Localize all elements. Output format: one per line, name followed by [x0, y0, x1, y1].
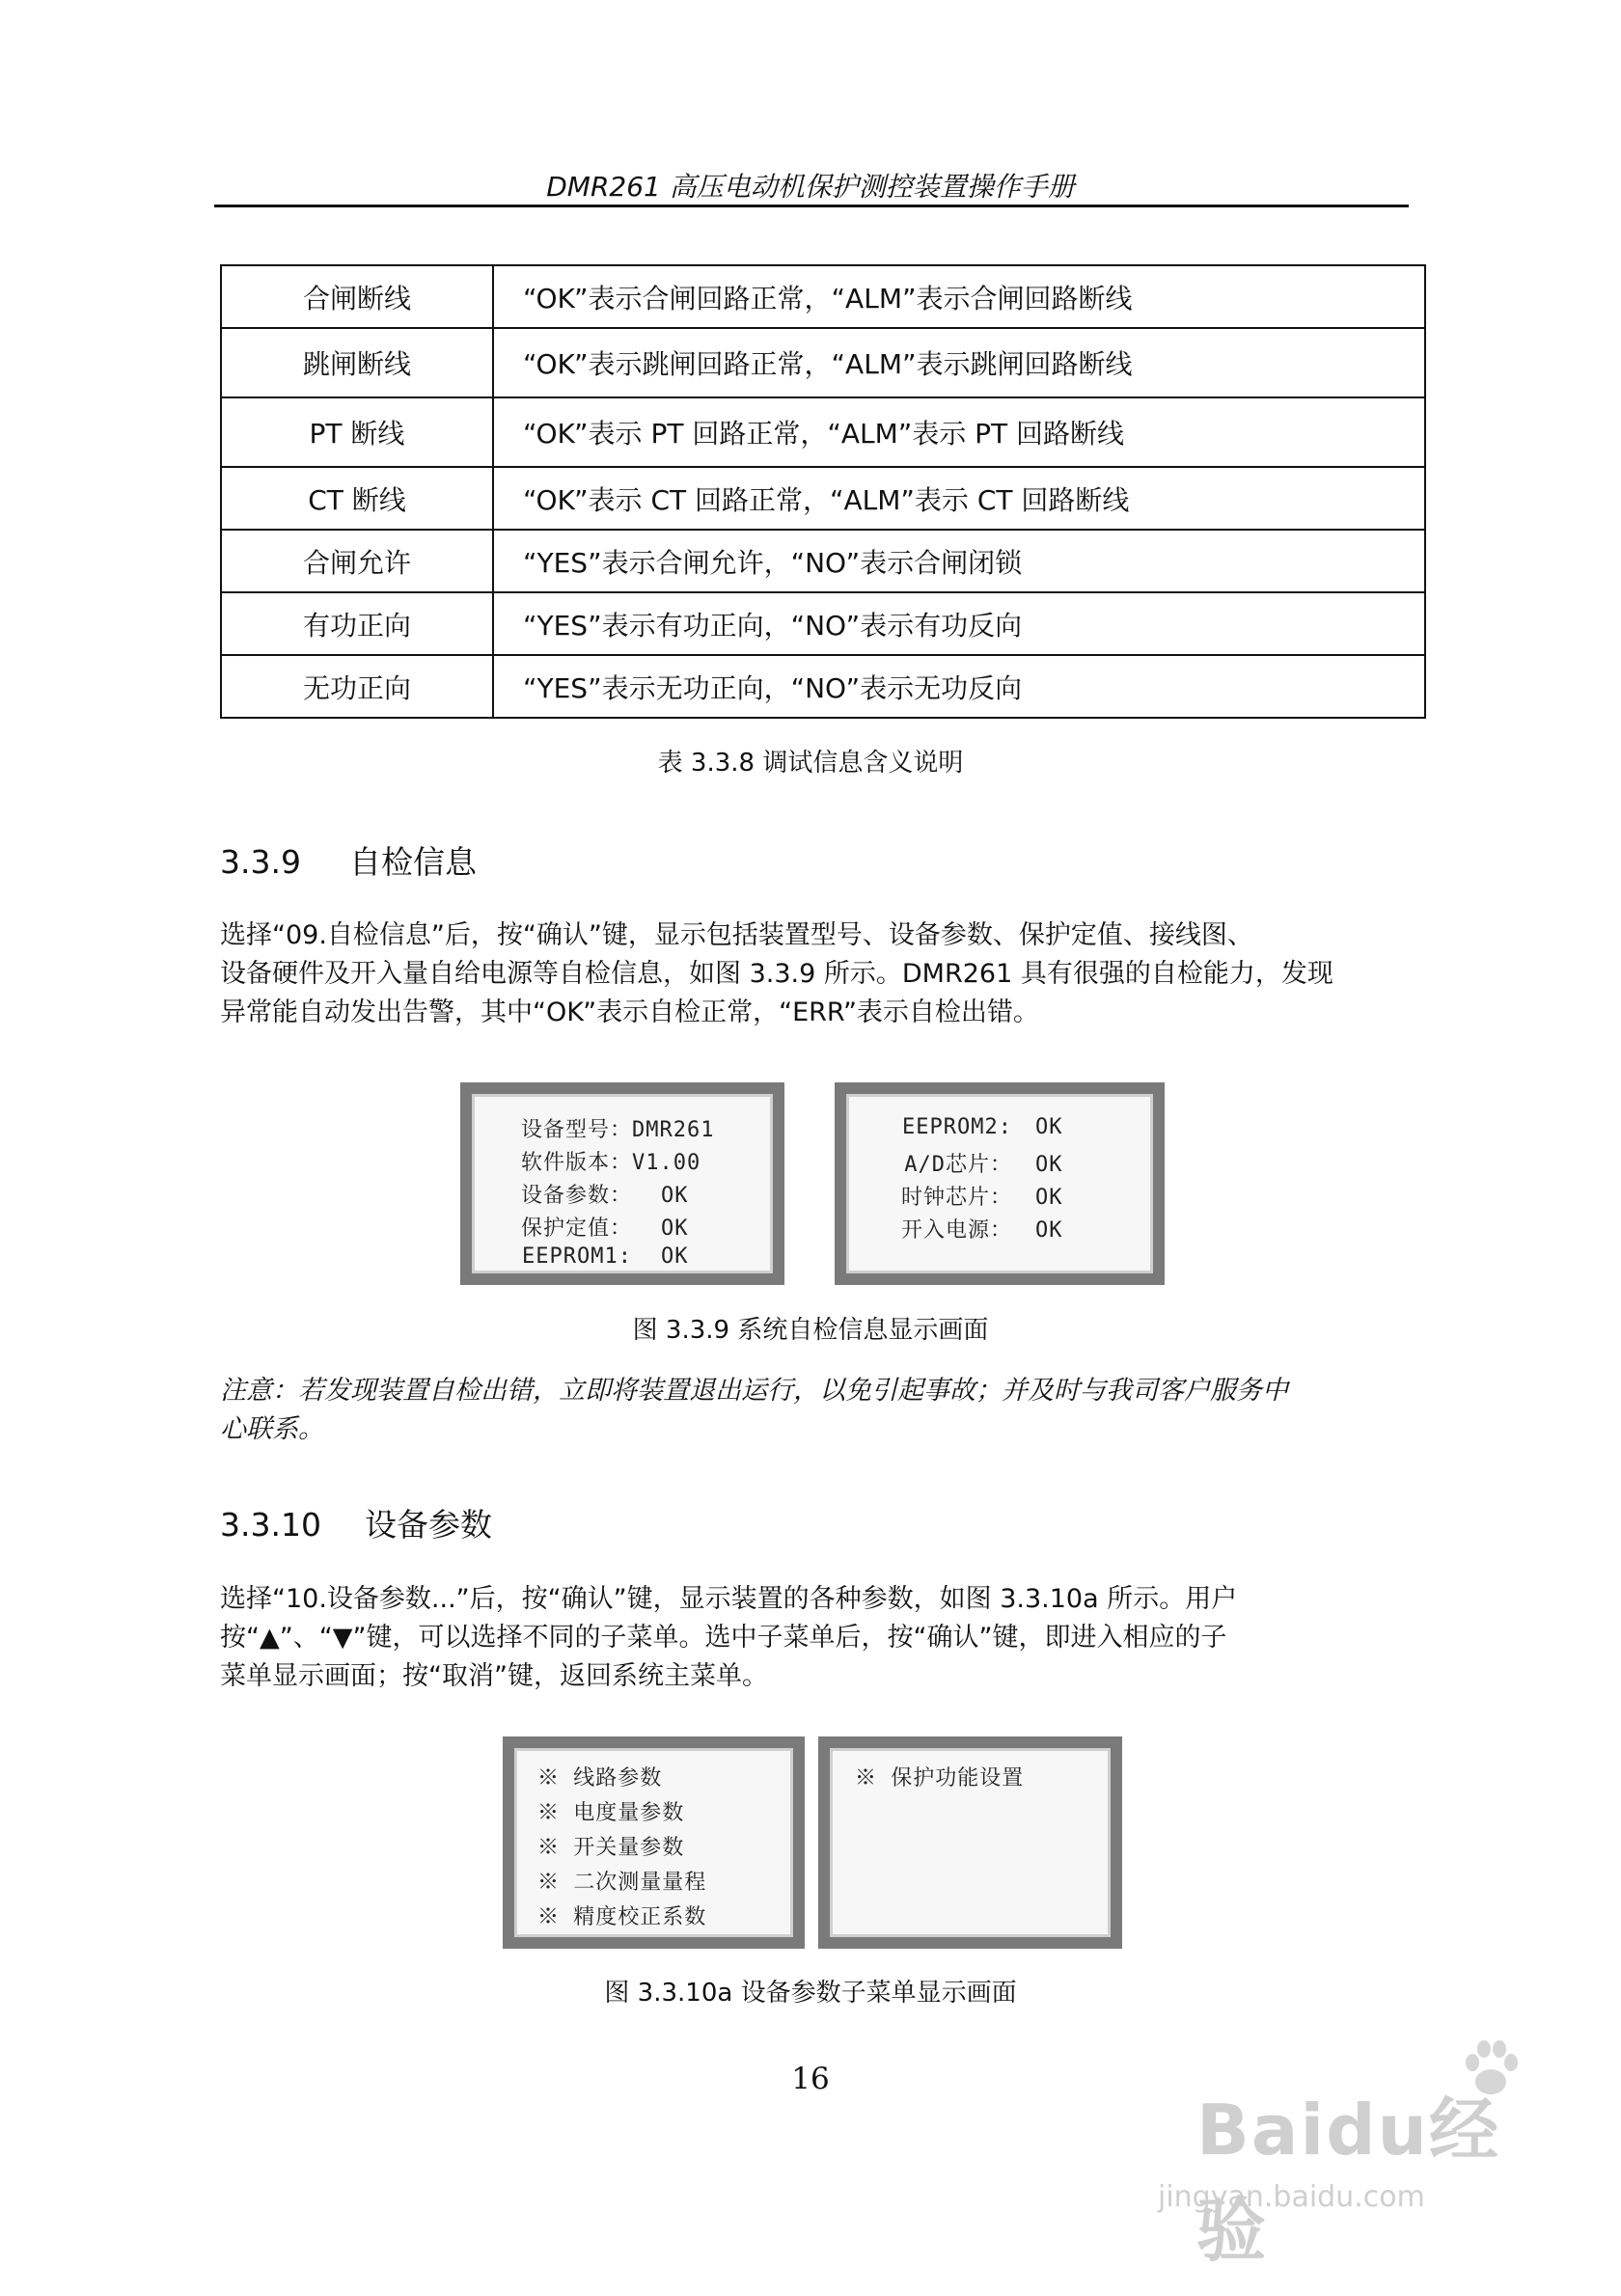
lcd-line: 设备型号：DMR261 — [520, 1118, 715, 1142]
lcd-line: A/D芯片： OK — [904, 1153, 1063, 1177]
table-cell-name: 跳闸断线 — [221, 328, 493, 397]
lcd-line: EEPROM1: OK — [522, 1244, 689, 1269]
menu-item: ※ 二次测量量程 — [537, 1871, 707, 1895]
table-cell-desc: “YES”表示有功正向，“NO”表示有功反向 — [493, 592, 1425, 655]
section-heading-3-3-10 — [220, 1500, 492, 1545]
table-cell-name: 无功正向 — [221, 655, 493, 718]
table-row — [221, 655, 1425, 718]
paragraph-line: 菜单显示画面；按“取消”键，返回系统主菜单。 — [220, 1661, 768, 1691]
table-cell-name: 合闸断线 — [221, 265, 493, 328]
baidu-watermark — [1139, 2036, 1544, 2271]
section-paragraph — [220, 916, 1416, 1032]
paragraph-line: 异常能自动发出告警，其中“OK”表示自检正常，“ERR”表示自检出错。 — [220, 998, 1039, 1027]
table-cell-desc: “OK”表示 PT 回路正常，“ALM”表示 PT 回路断线 — [493, 397, 1425, 467]
lcd-screen-menu-2 — [818, 1736, 1122, 1949]
note-paragraph — [220, 1372, 1416, 1449]
table-cell-desc: “YES”表示无功正向，“NO”表示无功反向 — [493, 655, 1425, 718]
table-row — [221, 397, 1425, 467]
menu-item: ※ 开关量参数 — [537, 1836, 685, 1860]
figure-caption-3-3-10a: 图 3.3.10a 设备参数子菜单显示画面 — [604, 1979, 1017, 2008]
lcd-line: 保护定值： OK — [520, 1216, 689, 1241]
note-line: 注意：若发现装置自检出错，立即将装置退出运行，以免引起事故；并及时与我司客户服务中 — [220, 1376, 1288, 1406]
lcd-line: 时钟芯片： OK — [900, 1186, 1063, 1210]
paragraph-line: 按“▲”、“▼”键，可以选择不同的子菜单。选中子菜单后，按“确认”键，即进入相应的子 — [220, 1623, 1227, 1653]
section-heading-3-3-9 — [220, 837, 477, 883]
watermark-url: jingyan.baidu.com — [1158, 2180, 1425, 2214]
table-cell-desc: “OK”表示跳闸回路正常，“ALM”表示跳闸回路断线 — [493, 328, 1425, 397]
lcd-screen-menu-1 — [503, 1736, 805, 1949]
lcd-screen-selfcheck-2 — [835, 1082, 1165, 1285]
table-row — [221, 592, 1425, 655]
page-header-title: DMR261 高压电动机保护测控装置操作手册 — [546, 171, 1075, 203]
header-rule — [214, 205, 1409, 207]
section-number: 3.3.10 — [220, 1506, 321, 1544]
note-line: 心联系。 — [220, 1414, 324, 1444]
table-row — [221, 328, 1425, 397]
debug-info-table — [220, 264, 1426, 719]
table-cell-desc: “OK”表示合闸回路正常，“ALM”表示合闸回路断线 — [493, 265, 1425, 328]
table-row — [221, 467, 1425, 530]
watermark-brand: Baidu经验 — [1196, 2090, 1500, 2271]
section-number: 3.3.9 — [220, 843, 301, 881]
menu-item: ※ 保护功能设置 — [855, 1766, 1025, 1790]
lcd-line: EEPROM2: OK — [902, 1115, 1063, 1139]
table-cell-name: CT 断线 — [221, 467, 493, 530]
table-row — [221, 265, 1425, 328]
table-cell-name: PT 断线 — [221, 397, 493, 467]
table-cell-desc: “OK”表示 CT 回路正常，“ALM”表示 CT 回路断线 — [493, 467, 1425, 530]
paragraph-line: 选择“09.自检信息”后，按“确认”键，显示包括装置型号、设备参数、保护定值、接线图、 — [220, 920, 1253, 950]
lcd-screen-selfcheck-1 — [460, 1082, 784, 1285]
table-caption: 表 3.3.8 调试信息含义说明 — [657, 749, 964, 778]
lcd-line: 开入电源： OK — [900, 1218, 1063, 1243]
table-row — [221, 530, 1425, 592]
figure-caption-3-3-9: 图 3.3.9 系统自检信息显示画面 — [632, 1316, 989, 1345]
menu-item: ※ 电度量参数 — [537, 1801, 685, 1825]
menu-item: ※ 精度校正系数 — [537, 1905, 707, 1929]
section-paragraph — [220, 1580, 1416, 1696]
lcd-line: 软件版本：V1.00 — [520, 1151, 701, 1175]
page-number: 16 — [791, 2062, 830, 2096]
table-cell-name: 有功正向 — [221, 592, 493, 655]
section-title: 自检信息 — [349, 843, 477, 881]
menu-item: ※ 线路参数 — [537, 1766, 663, 1790]
section-title: 设备参数 — [365, 1506, 492, 1544]
lcd-line: 设备参数： OK — [520, 1184, 689, 1208]
table-cell-desc: “YES”表示合闸允许，“NO”表示合闸闭锁 — [493, 530, 1425, 592]
paragraph-line: 选择“10.设备参数...”后，按“确认”键，显示装置的各种参数，如图 3.3.10a 所示。用户 — [220, 1584, 1238, 1614]
table-cell-name: 合闸允许 — [221, 530, 493, 592]
paragraph-line: 设备硬件及开入量自给电源等自检信息，如图 3.3.9 所示。DMR261 具有很强的自检能力，发现 — [220, 959, 1333, 989]
